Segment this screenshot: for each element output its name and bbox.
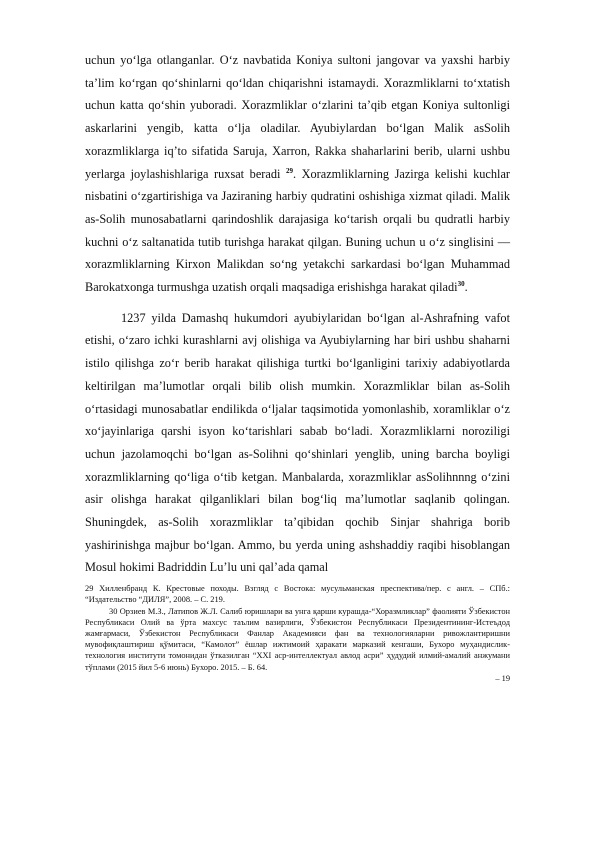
paragraph-2: 1237 yilda Damashq hukumdori ayubiylaridan bo‘lgan al-Ashrafning vafot etishi, o‘zaro ichki kurashlarni avj olishiga va Ayubiylarning har biri ushbu shaharni istilo qilishga zo‘r berib harakat qilishiga turtki bo‘lganligini tarixiy adabiyotlarda keltirilgan ma’lumotlar orqali bilib olish mumkin. Xorazmliklar bilan as-Solih o‘rtasidagi munosabatlar endilikda o‘ljalar taqsimotida yomonlashib, xoramliklar o‘z xo‘jayinlariga qarshi isyon ko‘tarishlari sabab bo‘ladi. Xorazmliklarni noroziligi uchun jazolamoqchi bo‘lgan as-Solihni qo‘shinlari yenglib, uning barcha boyligi xorazmliklarning qo‘liga o‘tib ketgan. Manbalarda, xorazmliklar asSolihnnng o‘zini asir olishga harakat qilganliklari bilan bog‘liq ma’lumotlar saqlanib qolingan. Shuningdek, as-Solih xorazmliklar ta’qibidan qochib Sinjar shahriga borib yashirinishga majbur bo‘lgan. Ammo, bu yerda uning ashshaddiy raqibi hisoblangan Mosul hokimi Badriddin Lu’lu uni qal’ada qamal bbox=[85, 310, 510, 575]
paragraph-1-part-a: uchun yo‘lga otlanganlar. O‘z navbatida Koniya sultoni jangovar va yaxshi harbiy ta’lim ko‘rgan qo‘shinlarni qo‘ldan chiqarishni istamaydi. Xorazmliklarni to‘xtatish uchun katta qo‘shin yuboradi. Xorazmliklar o‘zlarini ta’qib etgan Koniya sultonligi askarlarini yengib, katta o‘lja oladilar. Ayubiylardan bo‘lgan Malik asSolih xorazmliklarga iq’to sifatida Saruja, Xarron, Rakka shaharlarini berib, ularni ushbu yerlarga joylashishlariga ruxsat beradi bbox=[85, 53, 510, 181]
footnote-30: 30 Орзиев М.З., Латипов Ж.Л. Салиб юришлари ва унга қарши курашда-“Хоразмликлар” фаолияти Ўзбекистон Республикаси Олий ва ўрта махсус таълим вазирлиги, Ўзбекистон Республикаси Президентининг-Истеъдод жамғармаси, Ўзбекистон Республикаси Фанлар Академияси фан ва технологияларни ривожлантиришни мувофиқлаштириш қўмитаси, “Камолот” ёшлар ижтимоий ҳаракати марказий кенгаши, Бухоро муҳандислик-технология институти томонидан ўтказилган “ХХI аср-интеллектуал авлод асри” ҳудудий илмий-амалий анжумани тўплами (2015 йил 5-6 июнь) Бухоро. 2015. – Б. 64. bbox=[85, 606, 510, 672]
paragraph-1 bbox=[85, 49, 510, 299]
paragraph-1-part-c: . bbox=[464, 280, 468, 295]
page-number: – 19 bbox=[495, 673, 510, 683]
paragraph-1-part-b: . Xorazmliklarning Jazirga kelishi kuchlar nisbatini o‘zgartirishiga va Jaziraning harbiy qudratini oshishiga xizmat qiladi. Malik as-Solih munosabatlarni qarindoshlik darajasiga ko‘tarish orqali bu qudratli harbiy kuchni o‘z saltanatida tutib turishga harakat qilgan. Buning uchun u o‘z singlisini —xorazmliklarning Kirxon Malikdan so‘ng yetakchi sarkardasi bo‘lgan Muhammad Barokatxonga turmushga uzatish orqali maqsadiga erishishga harakat qiladi bbox=[85, 166, 511, 295]
footnote-ref-30[interactable]: 30 bbox=[457, 279, 465, 288]
footnote-ref-29[interactable]: 29 bbox=[285, 166, 293, 175]
footnote-29: 29 Хилленбранд К. Крестовые походы. Взгляд с Востока: мусульманская преспектива/пер. с англ. – СПб.: “Издательство “ДИЛЯ”, 2008. – С. 219. bbox=[85, 584, 510, 605]
document-page bbox=[85, 49, 510, 684]
